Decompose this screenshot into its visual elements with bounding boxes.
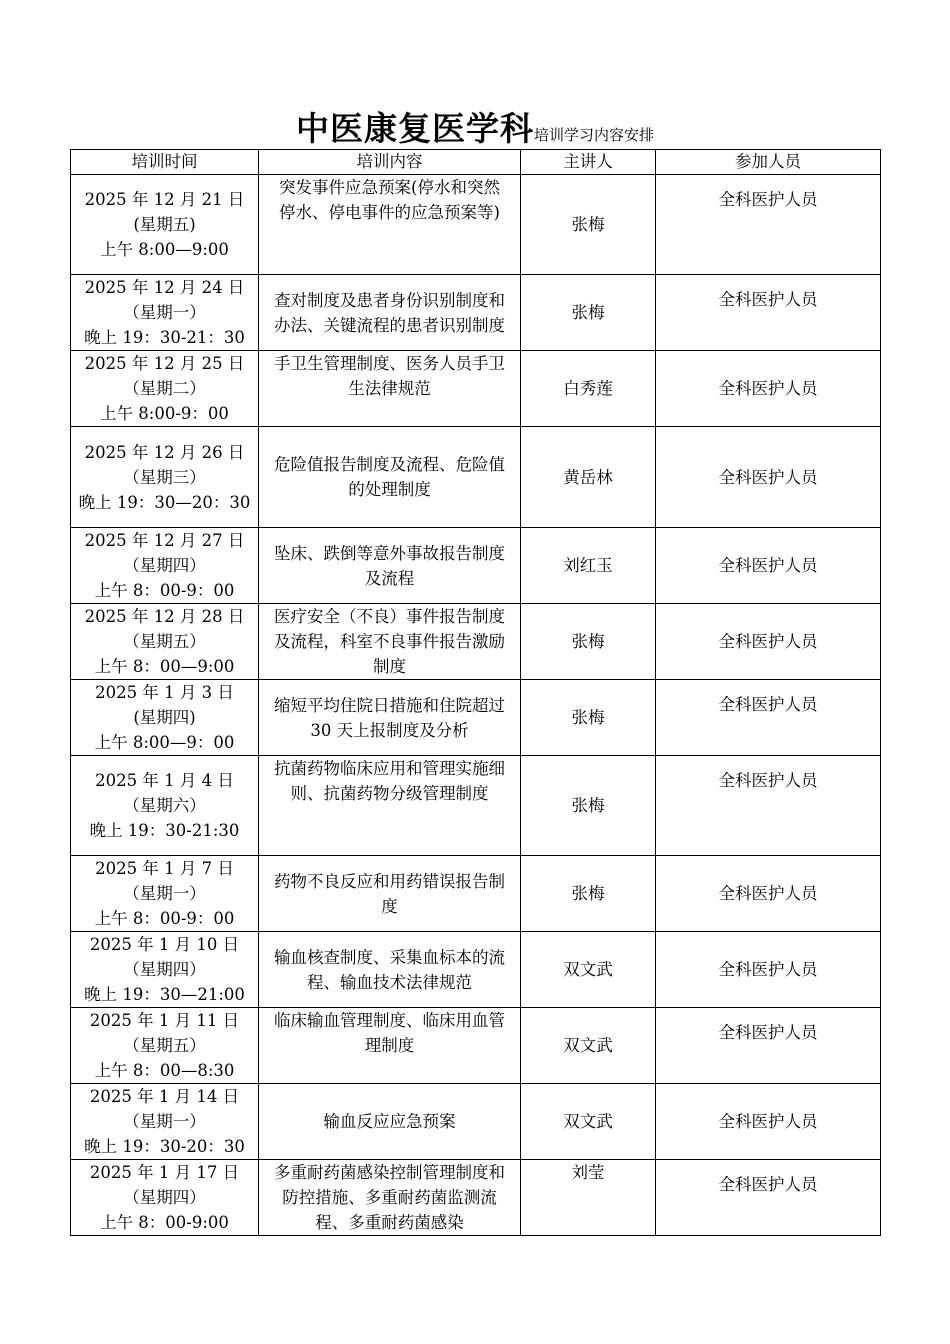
- title-main: 中医康复医学科: [295, 109, 534, 148]
- attendees-cell: 全科医护人员: [656, 856, 881, 932]
- training-time: 晚上 19：30-21:30: [89, 821, 240, 840]
- attendees-cell: 全科医护人员: [656, 427, 881, 528]
- training-weekday: （星期三）: [123, 467, 206, 487]
- training-date: 2025 年 1 月 10 日: [89, 935, 240, 954]
- training-date: 2025 年 1 月 7 日: [95, 859, 234, 878]
- speaker-cell: 张梅: [521, 175, 656, 275]
- training-time-cell: [71, 756, 259, 856]
- training-time-cell: [71, 351, 259, 427]
- attendees-cell: 全科医护人员: [656, 756, 881, 856]
- training-time-cell: [71, 528, 259, 604]
- training-date: 2025 年 1 月 11 日: [89, 1011, 240, 1030]
- table-row: [71, 856, 881, 932]
- table-header-row: [71, 150, 881, 175]
- training-time: 晚上 19：30—21:00: [84, 985, 245, 1004]
- training-time: 晚上 19：30-20：30: [84, 1137, 245, 1156]
- training-time-cell: [71, 680, 259, 756]
- attendees-cell: 全科医护人员: [656, 351, 881, 427]
- training-date: 2025 年 1 月 3 日: [95, 683, 234, 702]
- header-attendees: 参加人员: [656, 150, 881, 175]
- table-row: [71, 1008, 881, 1084]
- attendees-cell: 全科医护人员: [656, 604, 881, 680]
- table-row: [71, 1084, 881, 1160]
- training-weekday: （星期五）: [123, 632, 206, 651]
- training-time: 上午 8：00-9：00: [94, 909, 235, 928]
- training-time-cell: [71, 427, 259, 528]
- training-content-cell: 查对制度及患者身份识别制度和办法、关键流程的患者识别制度: [259, 275, 521, 351]
- attendees-cell: 全科医护人员: [656, 680, 881, 756]
- training-content-cell: 突发事件应急预案(停水和突然停水、停电事件的应急预案等): [259, 175, 521, 275]
- training-content-cell: 临床输血管理制度、临床用血管理制度: [259, 1008, 521, 1084]
- training-content-cell: 缩短平均住院日措施和住院超过 30 天上报制度及分析: [259, 680, 521, 756]
- training-time: 上午 8：00-9：00: [94, 581, 235, 600]
- training-weekday: （星期四）: [123, 1188, 206, 1207]
- speaker-cell: 双文武: [521, 932, 656, 1008]
- training-content-cell: 抗菌药物临床应用和管理实施细则、抗菌药物分级管理制度: [259, 756, 521, 856]
- attendees-cell: 全科医护人员: [656, 1084, 881, 1160]
- training-content-cell: 输血核查制度、采集血标本的流程、输血技术法律规范: [259, 932, 521, 1008]
- attendees-cell: 全科医护人员: [656, 275, 881, 351]
- table-row: [71, 351, 881, 427]
- training-time: 上午 8：00—9:00: [94, 657, 235, 676]
- training-weekday: (星期五): [133, 215, 196, 234]
- training-date: 2025 年 1 月 17 日: [89, 1163, 240, 1182]
- training-time: 晚上 19：30—20：30: [78, 492, 251, 512]
- training-content-cell: 多重耐药菌感染控制管理制度和防控措施、多重耐药菌监测流程、多重耐药菌感染: [259, 1160, 521, 1236]
- training-weekday: （星期一）: [123, 884, 206, 903]
- table-row: [71, 932, 881, 1008]
- training-time-cell: [71, 275, 259, 351]
- training-date: 2025 年 12 月 24 日: [84, 278, 245, 297]
- training-weekday: （星期一）: [123, 1112, 206, 1131]
- speaker-cell: 刘莹: [521, 1160, 656, 1236]
- speaker-cell: 双文武: [521, 1084, 656, 1160]
- training-time-cell: [71, 1008, 259, 1084]
- speaker-cell: 双文武: [521, 1008, 656, 1084]
- training-time-cell: [71, 604, 259, 680]
- training-content-cell: 输血反应应急预案: [259, 1084, 521, 1160]
- training-time-cell: [71, 1084, 259, 1160]
- header-content: 培训内容: [259, 150, 521, 175]
- attendees-cell: 全科医护人员: [656, 1160, 881, 1236]
- training-content-cell: 手卫生管理制度、医务人员手卫生法律规范: [259, 351, 521, 427]
- training-time-cell: [71, 856, 259, 932]
- table-row: [71, 604, 881, 680]
- training-weekday: (星期四): [133, 708, 196, 727]
- attendees-cell: 全科医护人员: [656, 528, 881, 604]
- table-row: [71, 275, 881, 351]
- training-date: 2025 年 12 月 25 日: [84, 354, 245, 373]
- speaker-cell: 张梅: [521, 680, 656, 756]
- training-content-cell: 危险值报告制度及流程、危险值的处理制度: [259, 427, 521, 528]
- training-date: 2025 年 12 月 27 日: [84, 531, 245, 550]
- table-row: [71, 427, 881, 528]
- table-row: [71, 528, 881, 604]
- attendees-cell: 全科医护人员: [656, 175, 881, 275]
- attendees-cell: 全科医护人员: [656, 932, 881, 1008]
- document-title: [0, 103, 950, 150]
- speaker-cell: 黄岳林: [521, 427, 656, 528]
- table-row: [71, 680, 881, 756]
- training-weekday: （星期四）: [123, 556, 206, 575]
- training-time: 上午 8:00-9：00: [100, 404, 229, 423]
- training-weekday: （星期五）: [123, 1036, 206, 1055]
- training-date: 2025 年 12 月 28 日: [84, 607, 245, 626]
- speaker-cell: 张梅: [521, 856, 656, 932]
- training-time: 上午 8：00-9:00: [100, 1213, 229, 1232]
- speaker-cell: 白秀莲: [521, 351, 656, 427]
- training-time: 上午 8:00—9：00: [94, 733, 235, 752]
- training-time: 上午 8:00—9:00: [100, 240, 229, 259]
- training-date: 2025 年 12 月 26 日: [84, 442, 245, 462]
- table-row: [71, 1160, 881, 1236]
- speaker-cell: 张梅: [521, 604, 656, 680]
- speaker-cell: 张梅: [521, 756, 656, 856]
- training-weekday: （星期四）: [123, 960, 206, 979]
- table-row: [71, 756, 881, 856]
- training-date: 2025 年 1 月 4 日: [95, 771, 234, 790]
- training-time-cell: [71, 175, 259, 275]
- training-schedule-table: [70, 149, 881, 1236]
- header-speaker: 主讲人: [521, 150, 656, 175]
- training-date: 2025 年 12 月 21 日: [84, 190, 245, 209]
- speaker-cell: 张梅: [521, 275, 656, 351]
- attendees-cell: 全科医护人员: [656, 1008, 881, 1084]
- training-content-cell: 医疗安全（不良）事件报告制度及流程，科室不良事件报告激励制度: [259, 604, 521, 680]
- training-weekday: （星期六）: [123, 796, 206, 815]
- title-sub: 培训学习内容安排: [533, 126, 654, 144]
- training-date: 2025 年 1 月 14 日: [89, 1087, 240, 1106]
- training-time-cell: [71, 1160, 259, 1236]
- training-time: 晚上 19：30-21：30: [84, 328, 245, 347]
- training-weekday: （星期一）: [123, 303, 206, 322]
- training-content-cell: 药物不良反应和用药错误报告制度: [259, 856, 521, 932]
- table-row: [71, 175, 881, 275]
- training-time-cell: [71, 932, 259, 1008]
- header-time: 培训时间: [71, 150, 259, 175]
- training-weekday: （星期二）: [123, 379, 206, 398]
- speaker-cell: 刘红玉: [521, 528, 656, 604]
- training-content-cell: 坠床、跌倒等意外事故报告制度及流程: [259, 528, 521, 604]
- training-time: 上午 8：00—8:30: [94, 1061, 235, 1080]
